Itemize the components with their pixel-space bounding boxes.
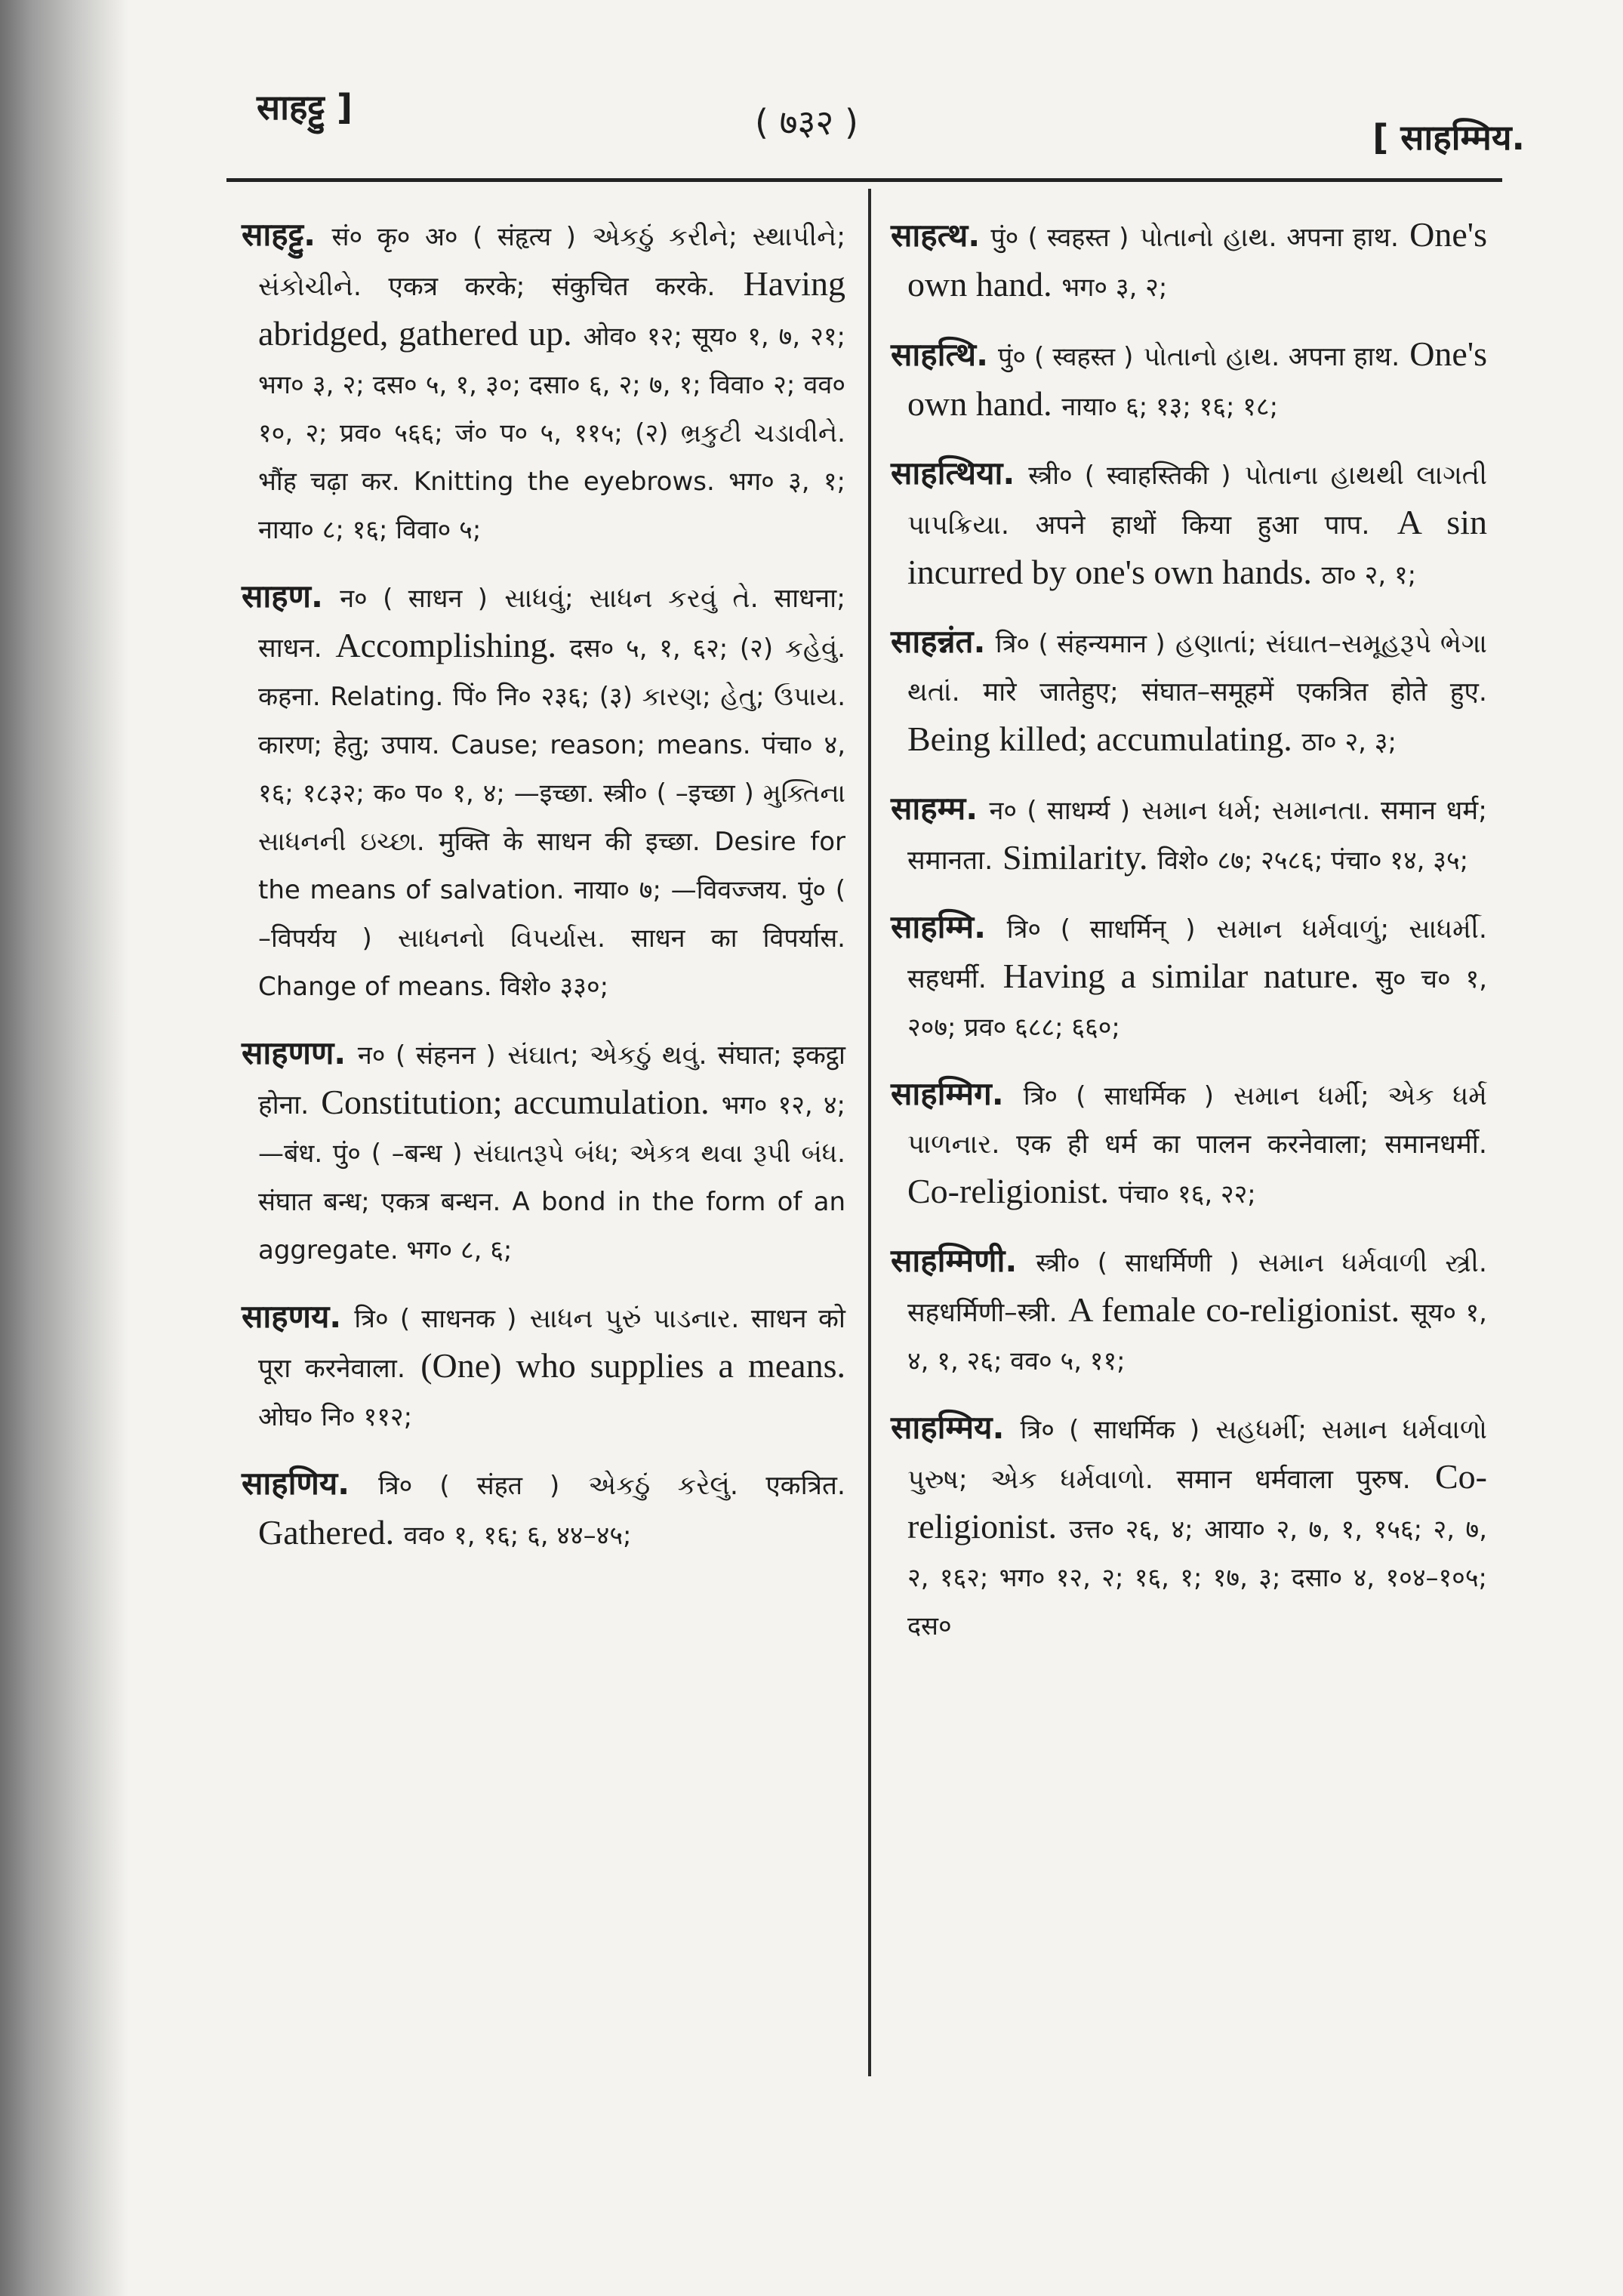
dictionary-entry: [891, 1071, 1487, 1218]
entry-gloss: એકઠું કરીને; સ્થાપીને; સંકોચીને. एकत्र करके; संकुचित करके.: [258, 222, 846, 302]
entry-grammar: त्रि० ( साधर्मिक ): [1023, 1081, 1214, 1111]
right-column: [891, 211, 1487, 1669]
entry-references: ठा० २, ३;: [1301, 727, 1397, 757]
entry-headword: साहणण.: [242, 1034, 346, 1071]
entry-grammar: न० ( संहनन ): [357, 1040, 496, 1071]
dictionary-entry: [891, 450, 1487, 599]
dictionary-entry: [891, 785, 1487, 884]
entry-references: भग० १२, ४; —बंध. पुं० ( –बन्ध ) સંઘાતરૂપે બંધ; એકત્ર થવા રૂપી બંધ. संघात बन्ध; एकत्र बन्धन. A bond in the form of an aggregate. भग० ८, ६;: [258, 1090, 845, 1265]
entry-headword: साहट्टु.: [242, 216, 316, 253]
entry-headword: साहत्थ.: [891, 217, 981, 254]
entry-gloss: એકઠું કરેલું. एकत्रित.: [588, 1471, 846, 1501]
entry-headword: साहत्थिया.: [891, 455, 1015, 492]
entry-gloss: સમાન ધર્મી; એક ધર્મ પાળનાર. एक ही धर्म का पालन करनेवाला; समानधर्मी.: [907, 1081, 1488, 1160]
entry-gloss: સંઘાત; એકઠું થવું. संघात; इकट्ठा होना.: [258, 1040, 845, 1120]
entry-english: Co-religionist.: [907, 1172, 1110, 1210]
entry-english: One's own hand.: [907, 334, 1488, 423]
entry-grammar: सं० कृ० अ० ( संहृत्य ): [331, 222, 576, 252]
entry-references: पंचा० १६, २२;: [1118, 1179, 1256, 1210]
entry-references: सूय० १, ४, १, २६; वव० ५, ११;: [907, 1298, 1487, 1376]
dictionary-entry: [891, 1404, 1487, 1650]
entry-headword: साहणिय.: [242, 1465, 350, 1502]
dictionary-entry: [242, 211, 845, 553]
entry-headword: साहन्नंत.: [891, 623, 986, 660]
entry-gloss: હણાતાં; સંઘાત–સમૂહરૂપે ભેગા થતાં. मारे जातेहुए; संघात–समूहमें एकत्रित होते हुए.: [907, 629, 1488, 707]
header-rule: [226, 178, 1502, 182]
entry-references: ओघ० नि० ११२;: [258, 1402, 413, 1432]
entry-gloss: પોતાના હાથથી લાગતી પાપક્રિયા. अपने हाथों किया हुआ पाप.: [907, 461, 1487, 541]
entry-english: (One) who supplies a means.: [420, 1346, 845, 1385]
entry-references: उत्त० २६, ४; आया० २, ७, १, १५६; २, ७, २, १६२; भग० १२, २; १६, १; १७, ३; दसा० ४, १०४–१०५; दस०: [907, 1515, 1488, 1641]
entry-headword: साहम्मिय.: [891, 1409, 1005, 1446]
dictionary-entry: [242, 1293, 845, 1441]
entry-english: A sin incurred by one's own hands.: [907, 503, 1487, 591]
entry-gloss: સમાન ધર્મવાળું; સાધર્મી. सहधर्मी.: [907, 914, 1488, 994]
dictionary-entry: [891, 211, 1487, 311]
entry-gloss: સહધર્મી; સમાન ધર્મવાળો પુરુષ; એક ધર્મવાળો. समान धर्मवाला पुरुष.: [907, 1415, 1488, 1495]
page-header: [226, 83, 1540, 166]
entry-headword: साहम्म.: [891, 790, 978, 827]
entry-grammar: स्त्री० ( स्वाहस्तिकी ): [1028, 461, 1231, 491]
entry-gloss: પોતાનો હાથ. अपना हाथ.: [1143, 342, 1400, 372]
entry-english: Accomplishing.: [335, 626, 556, 664]
entry-references: ठा० २, १;: [1321, 560, 1417, 590]
entry-headword: साहम्मि.: [891, 908, 987, 945]
entry-grammar: पुं० ( स्वहस्त ): [998, 342, 1134, 372]
entry-grammar: त्रि० ( संहन्यमान ): [995, 629, 1166, 659]
dictionary-entry: [891, 904, 1487, 1051]
header-right-guideword: [ साहम्मिय.: [1372, 117, 1525, 158]
entry-english: Similarity.: [1002, 838, 1148, 877]
entry-gloss: પોતાનો હાથ. अपना हाथ.: [1139, 223, 1400, 253]
entry-english: One's own hand.: [907, 215, 1487, 304]
entry-gloss: સાધન પુરું પાડનાર. साधन को पूरा करनेवाला.: [258, 1304, 846, 1384]
entry-english: Gathered.: [258, 1513, 395, 1552]
entry-references: दस० ५, १, ६२; (२) કહેવું. कहना. Relating. पिं० नि० २३६; (३) કારણ; હેતુ; ઉપાય. कारण; हेतु; उपाय. Cause; reason; means. पंचा० ४, १६; १८३२; क० प० १, ४; —इच्छा. स्त्री० ( –इच्छा ) મુક્તિના સાધનની ઇચ્છા. मुक्ति के साधन की इच्छा. Desire for the means of salvation. नाया० ७; —विवज्जय. पुं० ( –विपर्यय ) સાધનનો વિપર્યાસ. साधन का विपर्यास. Change of means. विशे० ३३०;: [258, 633, 845, 1002]
entry-grammar: पुं० ( स्वहस्त ): [990, 223, 1129, 253]
entry-english: Co-religionist.: [907, 1457, 1487, 1546]
entry-references: विशे० ८७; २५८६; पंचा० १४, ३५;: [1157, 846, 1469, 876]
entry-grammar: स्त्री० ( साधर्मिणी ): [1036, 1248, 1240, 1278]
entry-headword: साहत्थि.: [891, 336, 989, 373]
entry-references: सु० च० १, २०७; प्रव० ६८८; ६६०;: [907, 964, 1487, 1043]
entry-headword: साहण.: [242, 578, 323, 615]
entry-grammar: त्रि० ( साधर्मिन् ): [1006, 914, 1196, 945]
binding-shadow: [0, 0, 128, 2296]
dictionary-entry: [891, 1237, 1487, 1385]
dictionary-entry: [242, 1030, 845, 1274]
dictionary-entry: [242, 573, 845, 1010]
entry-grammar: त्रि० ( संहत ): [378, 1471, 560, 1501]
entry-gloss: સાધવું; સાધન કરવું તે. साधना; साधन.: [258, 584, 845, 664]
entry-grammar: न० ( साधन ): [340, 584, 488, 614]
entry-grammar: न० ( साधर्म्य ): [989, 796, 1130, 826]
dictionary-entry: [891, 618, 1487, 766]
entry-gloss: સમાન ધર્મવાળી સ્ત્રી. सहधर्मिणी–स्त्री.: [907, 1248, 1488, 1328]
entry-english: Being killed; accumulating.: [907, 720, 1292, 758]
entry-headword: साहम्मिणी.: [891, 1242, 1018, 1279]
page-number: ( ७३२ ): [755, 102, 858, 143]
entry-references: नाया० ६; १३; १६; १८;: [1061, 392, 1279, 422]
dictionary-entry: [242, 1460, 845, 1559]
entry-english: Constitution; accumulation.: [321, 1083, 710, 1121]
entry-grammar: त्रि० ( साधनक ): [354, 1304, 517, 1334]
entry-english: Having abridged, gathered up.: [258, 264, 845, 353]
entry-english: Having a similar nature.: [1002, 957, 1360, 995]
column-divider: [868, 189, 871, 2076]
entry-headword: साहम्मिग.: [891, 1075, 1004, 1112]
header-left-guideword: साहट्टु ]: [257, 87, 353, 128]
entry-grammar: त्रि० ( साधर्मिक ): [1020, 1415, 1200, 1445]
entry-references: ओव० १२; सूय० १, ७, २१; भग० ३, २; दस० ५, १, ३०; दसा० ६, २; ७, १; विवा० २; वव० १०, २; प्रव० ५६६; जं० प० ५, ११५; (२) ભ્રકુટી ચડાવીને. भौंह चढ़ा कर. Knitting the eyebrows. भग० ३, १; नाया० ८; १६; विवा० ५;: [258, 322, 845, 545]
entry-headword: साहणय.: [242, 1298, 342, 1335]
entry-english: A female co-religionist.: [1068, 1290, 1400, 1329]
entry-references: वव० १, १६; ६, ४४–४५;: [403, 1521, 632, 1551]
entry-gloss: સમાન ધર્મ; સમાનતા. समान धर्म; समानता.: [907, 796, 1487, 876]
dictionary-entry: [891, 331, 1487, 430]
left-column: [242, 211, 845, 1579]
entry-references: भग० ३, २;: [1061, 273, 1168, 303]
